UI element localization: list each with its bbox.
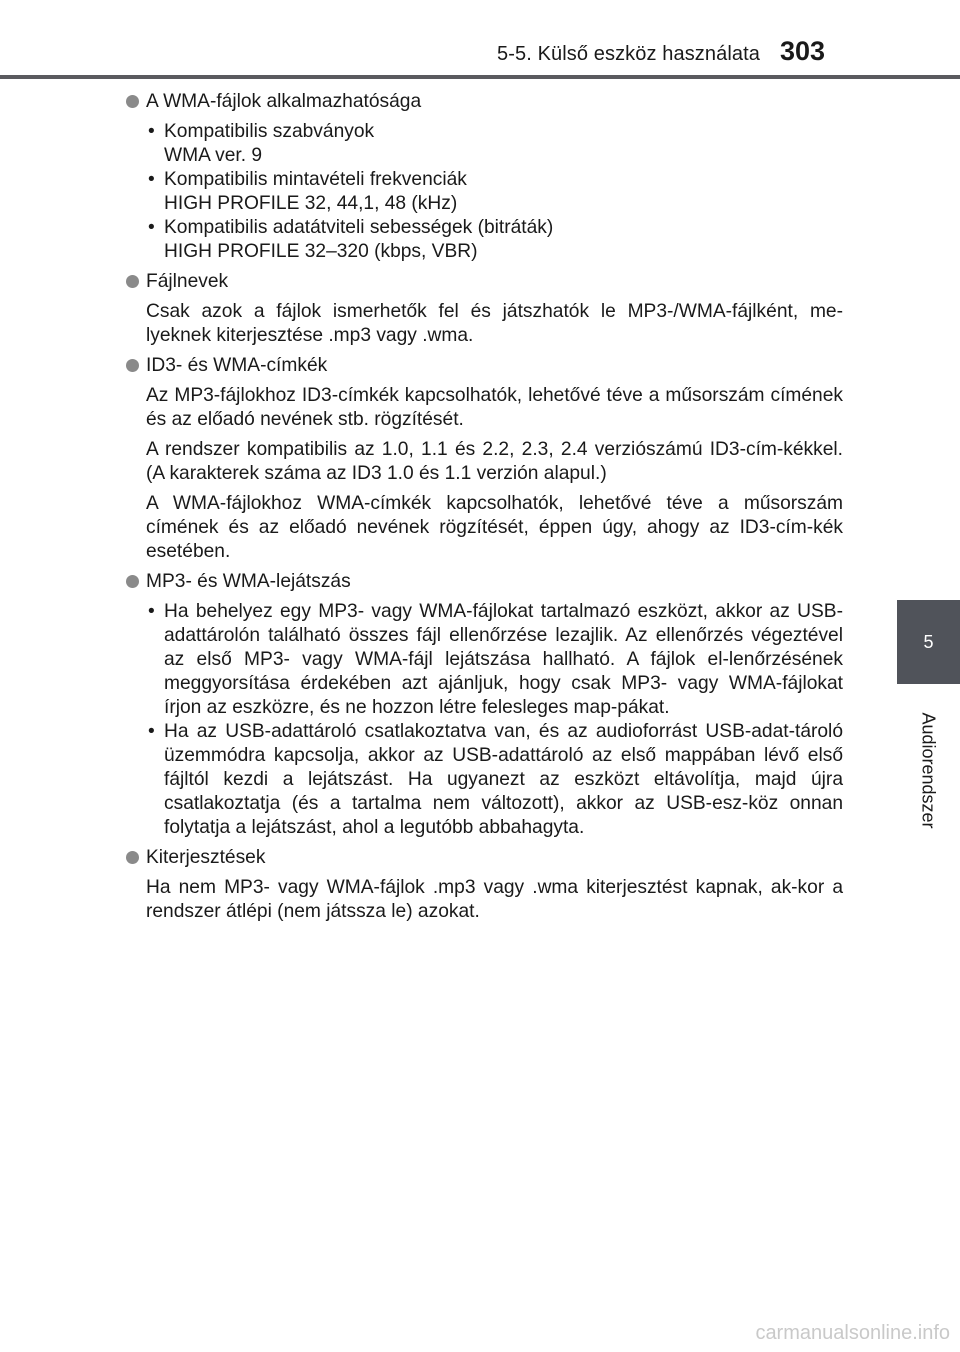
chapter-label [897,700,960,840]
chapter-label-text: Audiorendszer [919,711,940,829]
playback-list [125,600,843,840]
list-bullet: • [148,721,155,742]
list-bullet: • [148,601,155,622]
section-title-playback [125,570,843,594]
list-item [125,120,843,168]
section-bullet-icon [126,851,139,864]
tags-paragraph-3: A WMA-fájlokhoz WMA-címkék kapcsolhatók, lehetővé téve a műsorszám címének és az előadó nevének rögzítését, éppen úgy, ahogy az ID3-cím-kék esetében. [146,493,843,562]
list-item [125,720,843,840]
spec-title: Kompatibilis mintavételi frekvenciák [164,169,467,190]
list-item [125,168,843,216]
list-item-text: Ha az USB-adattároló csatlakoztatva van, és az audioforrást USB-adat-tároló üzemmódra kapcsolja, akkor az USB-adattároló az első mappában lévő első fájltól kezdi a lejátszást. Ha ugyanezt az eszközt eltávolítja, majd újra csatlakoztatja (és a tartalma nem változott), akkor az USB-esz-köz onnan folytatja a lejátszást, ahol a legutóbb abbahagyta. [164,721,843,838]
tags-paragraph-1: Az MP3-fájlokhoz ID3-címkék kapcsolhatók, lehetővé téve a műsorszám címének és az előadó nevének stb. rögzítését. [146,385,843,430]
chapter-number: 5 [923,631,934,652]
section-bullet-icon [126,575,139,588]
spec-title: Kompatibilis adatátviteli sebességek (bitráták) [164,217,554,238]
list-item [125,600,843,720]
spec-value: HIGH PROFILE 32–320 (kbps, VBR) [164,241,478,262]
spec-title: Kompatibilis szabványok [164,121,375,142]
section-title-tags [125,354,843,378]
section-title-text: MP3- és WMA-lejátszás [146,571,351,592]
chapter-tab[interactable] [897,600,960,684]
header-rule [0,75,960,79]
list-bullet: • [148,217,155,238]
extensions-paragraph: Ha nem MP3- vagy WMA-fájlok .mp3 vagy .wma kiterjesztést kapnak, ak-kor a rendszer átlépi (nem játssza le) azokat. [146,877,843,922]
filenames-paragraph: Csak azok a fájlok ismerhetők fel és játszhatók le MP3-/WMA-fájlként, me-lyeknek kiterjesztése .mp3 vagy .wma. [146,301,843,346]
section-title-wma [125,90,843,114]
wma-spec-list [125,120,843,264]
section-title-text: ID3- és WMA-címkék [146,355,328,376]
tags-paragraph-2: A rendszer kompatibilis az 1.0, 1.1 és 2.2, 2.3, 2.4 verziószámú ID3-cím-kékkel. (A karakterek száma az ID3 1.0 és 1.1 verzión alapul.) [146,439,843,484]
list-bullet: • [148,121,155,142]
section-title-text: Kiterjesztések [146,847,266,868]
watermark-text: carmanualsonline.info [755,1322,950,1344]
section-title-text: A WMA-fájlok alkalmazhatósága [146,91,422,112]
list-item [125,216,843,264]
section-header-title: 5-5. Külső eszköz használata [497,43,760,65]
page-content [125,90,843,924]
list-bullet: • [148,169,155,190]
section-bullet-icon [126,275,139,288]
section-bullet-icon [126,95,139,108]
section-bullet-icon [126,359,139,372]
spec-value: HIGH PROFILE 32, 44,1, 48 (kHz) [164,193,458,214]
spec-value: WMA ver. 9 [164,145,263,166]
page-number: 303 [780,36,826,66]
list-item-text: Ha behelyez egy MP3- vagy WMA-fájlokat tartalmazó eszközt, akkor az USB-adattárolón található összes fájl ellenőrzése lezajlik. Az ellenőrzés végeztével az első MP3- vagy WMA-fájl lejátszása hallható. A fájlok el-lenőrzésének meggyorsítása érdekében azt ajánljuk, hogy csak MP3- vagy WMA-fájlokat írjon az eszközre, és ne hozzon létre felesleges map-pákat. [164,601,843,718]
section-title-extensions [125,846,843,870]
section-title-filenames [125,270,843,294]
section-title-text: Fájlnevek [146,271,229,292]
